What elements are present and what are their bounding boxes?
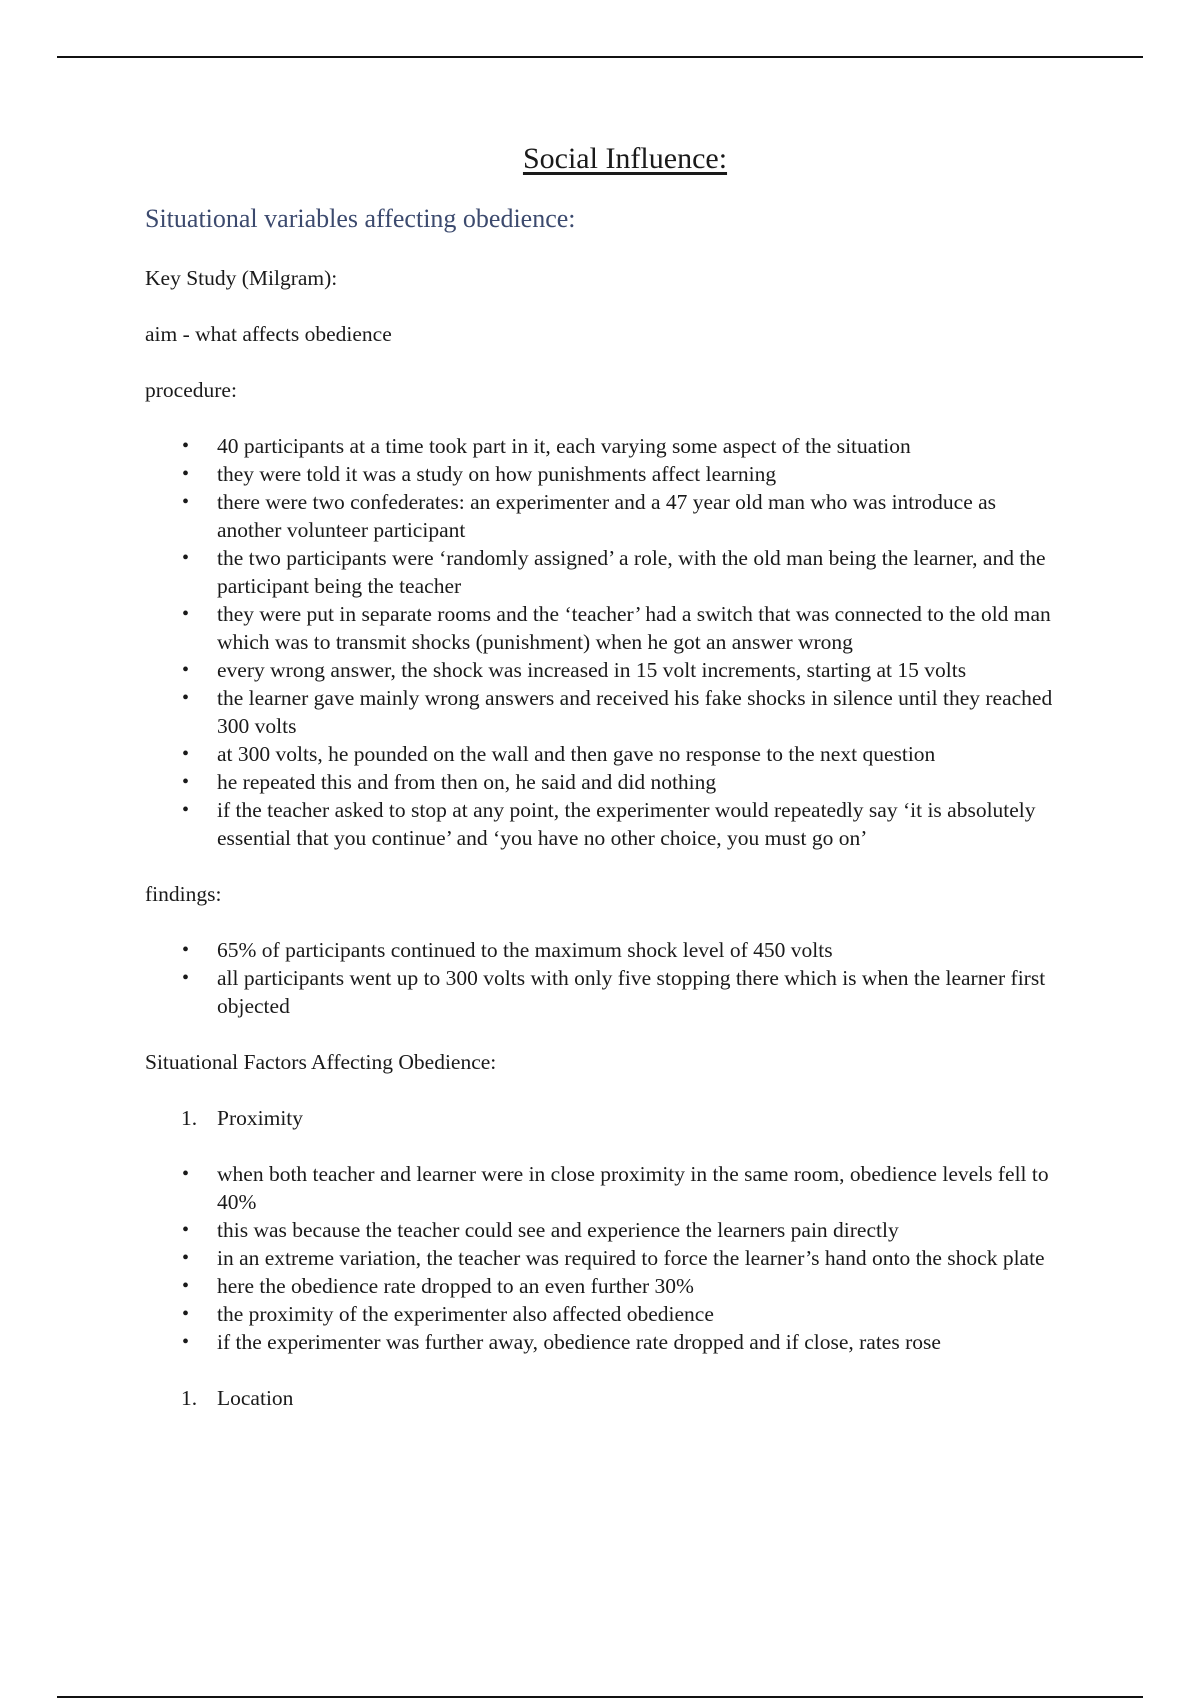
list-item: • if the experimenter was further away, obedience rate dropped and if close, rates rose [145, 1328, 1065, 1356]
findings-list [145, 936, 1065, 1020]
list-item: • the learner gave mainly wrong answers and received his fake shocks in silence until they reached 300 volts [145, 684, 1065, 740]
factor-label: Location [217, 1386, 294, 1410]
list-item: • he repeated this and from then on, he said and did nothing [145, 768, 1065, 796]
top-rule [57, 56, 1143, 58]
list-item: • at 300 volts, he pounded on the wall and then gave no response to the next question [145, 740, 1065, 768]
key-study-label: Key Study (Milgram): [145, 266, 338, 290]
aim-text: aim - what affects obedience [145, 322, 392, 346]
section-heading: Situational variables affecting obedience: [145, 204, 576, 233]
factor-label: Proximity [217, 1106, 304, 1130]
list-item: • when both teacher and learner were in close proximity in the same room, obedience levels fell to 40% [145, 1160, 1065, 1216]
list-item: • every wrong answer, the shock was increased in 15 volt increments, starting at 15 volts [145, 656, 1065, 684]
procedure-label: procedure: [145, 378, 237, 402]
list-item: • they were put in separate rooms and the ‘teacher’ had a switch that was connected to the old man which was to transmit shocks (punishment) when he got an answer wrong [145, 600, 1065, 656]
list-item: • the two participants were ‘randomly assigned’ a role, with the old man being the learner, and the participant being the teacher [145, 544, 1065, 600]
list-item: • they were told it was a study on how punishments affect learning [145, 460, 1065, 488]
list-item: • the proximity of the experimenter also affected obedience [145, 1300, 1065, 1328]
list-item: • all participants went up to 300 volts with only five stopping there which is when the learner first objected [145, 964, 1065, 1020]
list-item: • there were two confederates: an experimenter and a 47 year old man who was introduce as another volunteer participant [145, 488, 1065, 544]
factor-number: 1. [181, 1106, 198, 1130]
findings-label: findings: [145, 882, 222, 906]
list-item: • 40 participants at a time took part in it, each varying some aspect of the situation [145, 432, 1065, 460]
factor-number: 1. [181, 1386, 198, 1410]
list-item: • 65% of participants continued to the maximum shock level of 450 volts [145, 936, 1065, 964]
proximity-list [145, 1160, 1065, 1356]
factor-proximity [145, 1104, 1065, 1132]
document-title: Social Influence: [522, 142, 728, 175]
bottom-rule [57, 1696, 1143, 1698]
procedure-list [145, 432, 1065, 852]
list-item: • this was because the teacher could see and experience the learners pain directly [145, 1216, 1065, 1244]
factor-location [145, 1384, 1065, 1412]
document-page [145, 142, 1065, 1440]
list-item: • in an extreme variation, the teacher was required to force the learner’s hand onto the shock plate [145, 1244, 1065, 1272]
factors-label: Situational Factors Affecting Obedience: [145, 1050, 497, 1074]
list-item: • here the obedience rate dropped to an even further 30% [145, 1272, 1065, 1300]
list-item: • if the teacher asked to stop at any point, the experimenter would repeatedly say ‘it is absolutely essential that you continue’ and ‘you have no other choice, you must go on’ [145, 796, 1065, 852]
